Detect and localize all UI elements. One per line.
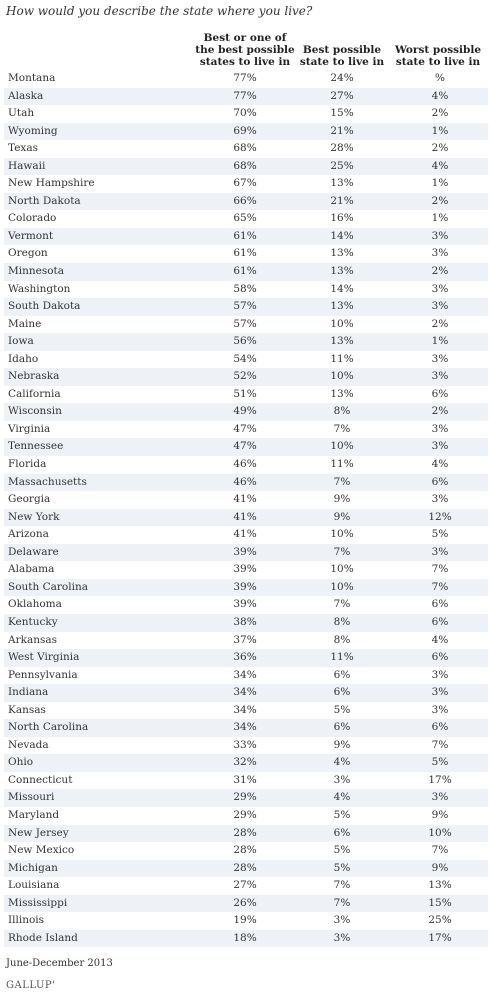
best-or-one-of-best-value: 29% (233, 808, 257, 821)
state-name: New York (8, 510, 60, 523)
best-possible-value: 9% (333, 493, 351, 506)
best-or-one-of-best-value: 68% (233, 142, 257, 155)
table-row (4, 509, 488, 527)
state-name: New Mexico (8, 844, 75, 857)
worst-possible-value: 13% (428, 879, 452, 892)
best-or-one-of-best-value: 65% (233, 212, 257, 225)
state-name: South Dakota (8, 300, 81, 313)
best-possible-value: 11% (330, 651, 354, 664)
worst-possible-value: 2% (431, 405, 449, 418)
best-possible-value: 13% (330, 300, 354, 313)
best-possible-value: 13% (330, 387, 354, 400)
state-name: California (8, 387, 61, 400)
best-possible-value: 8% (333, 615, 351, 628)
best-or-one-of-best-value: 29% (233, 791, 257, 804)
best-or-one-of-best-value: 41% (233, 493, 257, 506)
worst-possible-value: 3% (431, 352, 449, 365)
table-row (4, 491, 488, 509)
worst-possible-value: 6% (431, 615, 449, 628)
table-row (4, 245, 488, 263)
best-or-one-of-best-value: 37% (233, 633, 257, 646)
table-row (4, 333, 488, 351)
best-or-one-of-best-value: 56% (233, 335, 257, 348)
best-or-one-of-best-value: 47% (233, 422, 257, 435)
state-name: Idaho (8, 352, 39, 365)
state-name: Arizona (8, 528, 49, 541)
best-possible-value: 5% (333, 703, 351, 716)
state-name: Wyoming (8, 124, 58, 137)
best-or-one-of-best-value: 19% (233, 914, 257, 927)
table-row (4, 210, 488, 228)
best-or-one-of-best-value: 33% (233, 738, 257, 751)
best-possible-value: 14% (330, 229, 354, 242)
best-possible-value: 15% (330, 107, 354, 120)
table-row (4, 175, 488, 193)
best-or-one-of-best-value: 34% (233, 721, 257, 734)
worst-possible-value: 6% (431, 598, 449, 611)
table-row (4, 263, 488, 281)
best-or-one-of-best-value: 18% (233, 931, 257, 944)
table-row (4, 298, 488, 316)
best-possible-value: 10% (330, 440, 354, 453)
table-row (4, 877, 488, 895)
worst-possible-value: 6% (431, 721, 449, 734)
best-possible-value: 6% (333, 686, 351, 699)
state-name: Nevada (8, 738, 49, 751)
worst-possible-value: 3% (431, 686, 449, 699)
best-or-one-of-best-value: 61% (233, 247, 257, 260)
table-row (4, 88, 488, 106)
best-possible-value: 5% (333, 861, 351, 874)
worst-possible-value: 3% (431, 440, 449, 453)
best-possible-value: 25% (330, 159, 354, 172)
state-name: Virginia (8, 422, 51, 435)
best-or-one-of-best-value: 39% (233, 580, 257, 593)
best-or-one-of-best-value: 27% (233, 879, 257, 892)
best-or-one-of-best-value: 54% (233, 352, 257, 365)
table-row (4, 386, 488, 404)
best-possible-value: 7% (333, 545, 351, 558)
best-or-one-of-best-value: 77% (233, 89, 257, 102)
state-name: Minnesota (8, 265, 65, 278)
best-possible-value: 8% (333, 633, 351, 646)
worst-possible-value: 1% (431, 335, 449, 348)
worst-possible-value: 7% (431, 580, 449, 593)
best-or-one-of-best-value: 51% (233, 387, 257, 400)
state-name: West Virginia (8, 651, 80, 664)
worst-possible-value: 3% (431, 703, 449, 716)
state-name: Kentucky (8, 615, 58, 628)
worst-possible-value: 4% (431, 159, 449, 172)
best-or-one-of-best-value: 57% (233, 317, 257, 330)
state-name: Delaware (8, 545, 59, 558)
state-name: Texas (8, 142, 38, 155)
table-row (4, 842, 488, 860)
table-row (4, 895, 488, 913)
state-name: Wisconsin (8, 405, 62, 418)
best-possible-value: 10% (330, 563, 354, 576)
worst-possible-value: 12% (428, 510, 452, 523)
state-name: Hawaii (8, 159, 46, 172)
state-name: Mississippi (8, 896, 68, 909)
table-row (4, 544, 488, 562)
worst-possible-value: 1% (431, 124, 449, 137)
best-possible-value: 11% (330, 458, 354, 471)
table-row (4, 70, 488, 88)
table-row (4, 368, 488, 386)
state-name: Indiana (8, 686, 49, 699)
best-or-one-of-best-value: 41% (233, 510, 257, 523)
best-or-one-of-best-value: 47% (233, 440, 257, 453)
best-possible-value: 9% (333, 510, 351, 523)
table-row (4, 140, 488, 158)
worst-possible-value: 17% (428, 931, 452, 944)
best-or-one-of-best-value: 28% (233, 844, 257, 857)
worst-possible-value: 3% (431, 422, 449, 435)
state-name: Georgia (8, 493, 51, 506)
best-or-one-of-best-value: 26% (233, 896, 257, 909)
column-header-best-possible: Best possible state to live in (299, 44, 385, 68)
worst-possible-value: 3% (431, 300, 449, 313)
state-name: Vermont (8, 229, 54, 242)
best-or-one-of-best-value: 32% (233, 756, 257, 769)
best-or-one-of-best-value: 70% (233, 107, 257, 120)
table-row (4, 684, 488, 702)
worst-possible-value: 2% (431, 265, 449, 278)
best-or-one-of-best-value: 39% (233, 598, 257, 611)
worst-possible-value: 1% (431, 177, 449, 190)
best-or-one-of-best-value: 39% (233, 563, 257, 576)
table-row (4, 474, 488, 492)
worst-possible-value: 6% (431, 651, 449, 664)
table-row (4, 772, 488, 790)
state-name: Michigan (8, 861, 58, 874)
best-or-one-of-best-value: 41% (233, 528, 257, 541)
table-row (4, 754, 488, 772)
worst-possible-value: 10% (428, 826, 452, 839)
best-or-one-of-best-value: 57% (233, 300, 257, 313)
best-possible-value: 7% (333, 422, 351, 435)
state-name: Illinois (8, 914, 45, 927)
worst-possible-value: 17% (428, 773, 452, 786)
best-possible-value: 8% (333, 405, 351, 418)
state-name: Washington (8, 282, 71, 295)
state-name: Pennsylvania (8, 668, 78, 681)
best-or-one-of-best-value: 31% (233, 773, 257, 786)
best-possible-value: 10% (330, 317, 354, 330)
state-name: New Jersey (8, 826, 69, 839)
state-name: Alaska (8, 89, 44, 102)
table-row (4, 193, 488, 211)
best-or-one-of-best-value: 58% (233, 282, 257, 295)
table-row (4, 526, 488, 544)
best-or-one-of-best-value: 66% (233, 194, 257, 207)
best-possible-value: 7% (333, 598, 351, 611)
best-possible-value: 28% (330, 142, 354, 155)
best-or-one-of-best-value: 61% (233, 265, 257, 278)
worst-possible-value: 2% (431, 107, 449, 120)
worst-possible-value: % (435, 72, 445, 84)
best-possible-value: 13% (330, 247, 354, 260)
gallup-logo: GALLUP' (6, 980, 56, 991)
table-header (0, 32, 490, 70)
worst-possible-value: 2% (431, 317, 449, 330)
best-or-one-of-best-value: 67% (233, 177, 257, 190)
best-possible-value: 21% (330, 194, 354, 207)
best-possible-value: 10% (330, 370, 354, 383)
best-possible-value: 14% (330, 282, 354, 295)
state-name: South Carolina (8, 580, 88, 593)
worst-possible-value: 4% (431, 633, 449, 646)
best-or-one-of-best-value: 39% (233, 545, 257, 558)
best-possible-value: 24% (330, 72, 354, 84)
worst-possible-value: 4% (431, 458, 449, 471)
state-name: Utah (8, 107, 35, 120)
state-name: North Dakota (8, 194, 81, 207)
state-name: Maine (8, 317, 42, 330)
state-name: Florida (8, 458, 47, 471)
best-or-one-of-best-value: 38% (233, 615, 257, 628)
worst-possible-value: 6% (431, 475, 449, 488)
chart-title: How would you describe the state where you live? (6, 4, 313, 18)
state-name: Iowa (8, 335, 34, 348)
best-possible-value: 7% (333, 896, 351, 909)
table-row (4, 930, 488, 948)
best-possible-value: 10% (330, 580, 354, 593)
worst-possible-value: 15% (428, 896, 452, 909)
table-row (4, 596, 488, 614)
best-possible-value: 16% (330, 212, 354, 225)
worst-possible-value: 3% (431, 282, 449, 295)
state-name: Connecticut (8, 773, 73, 786)
best-or-one-of-best-value: 61% (233, 229, 257, 242)
table-row (4, 456, 488, 474)
column-header-best-or-one-of-best: Best or one of the best possible states to live in (195, 32, 295, 68)
best-or-one-of-best-value: 36% (233, 651, 257, 664)
table-row (4, 105, 488, 123)
best-or-one-of-best-value: 77% (233, 72, 257, 84)
table-row (4, 649, 488, 667)
state-name: Massachusetts (8, 475, 87, 488)
best-or-one-of-best-value: 49% (233, 405, 257, 418)
best-possible-value: 7% (333, 879, 351, 892)
state-name: Maryland (8, 808, 60, 821)
table-row (4, 702, 488, 720)
table-row (4, 421, 488, 439)
worst-possible-value: 3% (431, 493, 449, 506)
best-or-one-of-best-value: 28% (233, 861, 257, 874)
table-row (4, 281, 488, 299)
worst-possible-value: 9% (431, 808, 449, 821)
best-possible-value: 13% (330, 335, 354, 348)
worst-possible-value: 7% (431, 563, 449, 576)
state-name: Tennessee (8, 440, 64, 453)
worst-possible-value: 7% (431, 738, 449, 751)
table-body (4, 70, 488, 947)
table-row (4, 807, 488, 825)
best-possible-value: 5% (333, 844, 351, 857)
state-name: Oklahoma (8, 598, 62, 611)
best-or-one-of-best-value: 46% (233, 458, 257, 471)
best-possible-value: 6% (333, 668, 351, 681)
state-name: Arkansas (8, 633, 58, 646)
worst-possible-value: 5% (431, 528, 449, 541)
best-possible-value: 27% (330, 89, 354, 102)
best-or-one-of-best-value: 68% (233, 159, 257, 172)
best-possible-value: 3% (333, 931, 351, 944)
state-name: Montana (8, 72, 56, 84)
worst-possible-value: 3% (431, 791, 449, 804)
worst-possible-value: 3% (431, 545, 449, 558)
best-or-one-of-best-value: 34% (233, 668, 257, 681)
best-possible-value: 6% (333, 721, 351, 734)
table-row (4, 158, 488, 176)
state-name: Rhode Island (8, 931, 78, 944)
best-possible-value: 4% (333, 756, 351, 769)
best-or-one-of-best-value: 34% (233, 703, 257, 716)
table-row (4, 860, 488, 878)
worst-possible-value: 6% (431, 387, 449, 400)
best-possible-value: 10% (330, 528, 354, 541)
worst-possible-value: 5% (431, 756, 449, 769)
table-row (4, 228, 488, 246)
worst-possible-value: 3% (431, 370, 449, 383)
best-possible-value: 13% (330, 177, 354, 190)
table-row (4, 438, 488, 456)
table-row (4, 632, 488, 650)
table-row (4, 123, 488, 141)
worst-possible-value: 25% (428, 914, 452, 927)
table-row (4, 719, 488, 737)
column-header-worst-possible: Worst possible state to live in (394, 44, 482, 68)
best-possible-value: 7% (333, 475, 351, 488)
best-possible-value: 11% (330, 352, 354, 365)
best-possible-value: 13% (330, 265, 354, 278)
worst-possible-value: 3% (431, 229, 449, 242)
worst-possible-value: 9% (431, 861, 449, 874)
table-row (4, 403, 488, 421)
worst-possible-value: 7% (431, 844, 449, 857)
best-possible-value: 9% (333, 738, 351, 751)
table-row (4, 351, 488, 369)
state-name: Alabama (8, 563, 55, 576)
state-name: Colorado (8, 212, 57, 225)
state-name: Missouri (8, 791, 55, 804)
best-or-one-of-best-value: 28% (233, 826, 257, 839)
best-possible-value: 3% (333, 773, 351, 786)
table-row (4, 667, 488, 685)
table-row (4, 561, 488, 579)
table-row (4, 737, 488, 755)
state-name: Louisiana (8, 879, 60, 892)
state-name: New Hampshire (8, 177, 95, 190)
best-possible-value: 21% (330, 124, 354, 137)
table-row (4, 912, 488, 930)
best-possible-value: 4% (333, 791, 351, 804)
worst-possible-value: 3% (431, 668, 449, 681)
footnote: June-December 2013 (6, 958, 113, 969)
state-name: Ohio (8, 756, 34, 769)
state-name: Oregon (8, 247, 48, 260)
table-row (4, 614, 488, 632)
worst-possible-value: 2% (431, 142, 449, 155)
worst-possible-value: 1% (431, 212, 449, 225)
worst-possible-value: 2% (431, 194, 449, 207)
best-or-one-of-best-value: 69% (233, 124, 257, 137)
state-name: Nebraska (8, 370, 60, 383)
state-name: Kansas (8, 703, 46, 716)
best-or-one-of-best-value: 34% (233, 686, 257, 699)
table-row (4, 579, 488, 597)
best-possible-value: 5% (333, 808, 351, 821)
worst-possible-value: 3% (431, 247, 449, 260)
state-name: North Carolina (8, 721, 89, 734)
best-or-one-of-best-value: 46% (233, 475, 257, 488)
table-row (4, 825, 488, 843)
table-row (4, 789, 488, 807)
best-possible-value: 6% (333, 826, 351, 839)
best-possible-value: 3% (333, 914, 351, 927)
best-or-one-of-best-value: 52% (233, 370, 257, 383)
table-row (4, 316, 488, 334)
worst-possible-value: 4% (431, 89, 449, 102)
